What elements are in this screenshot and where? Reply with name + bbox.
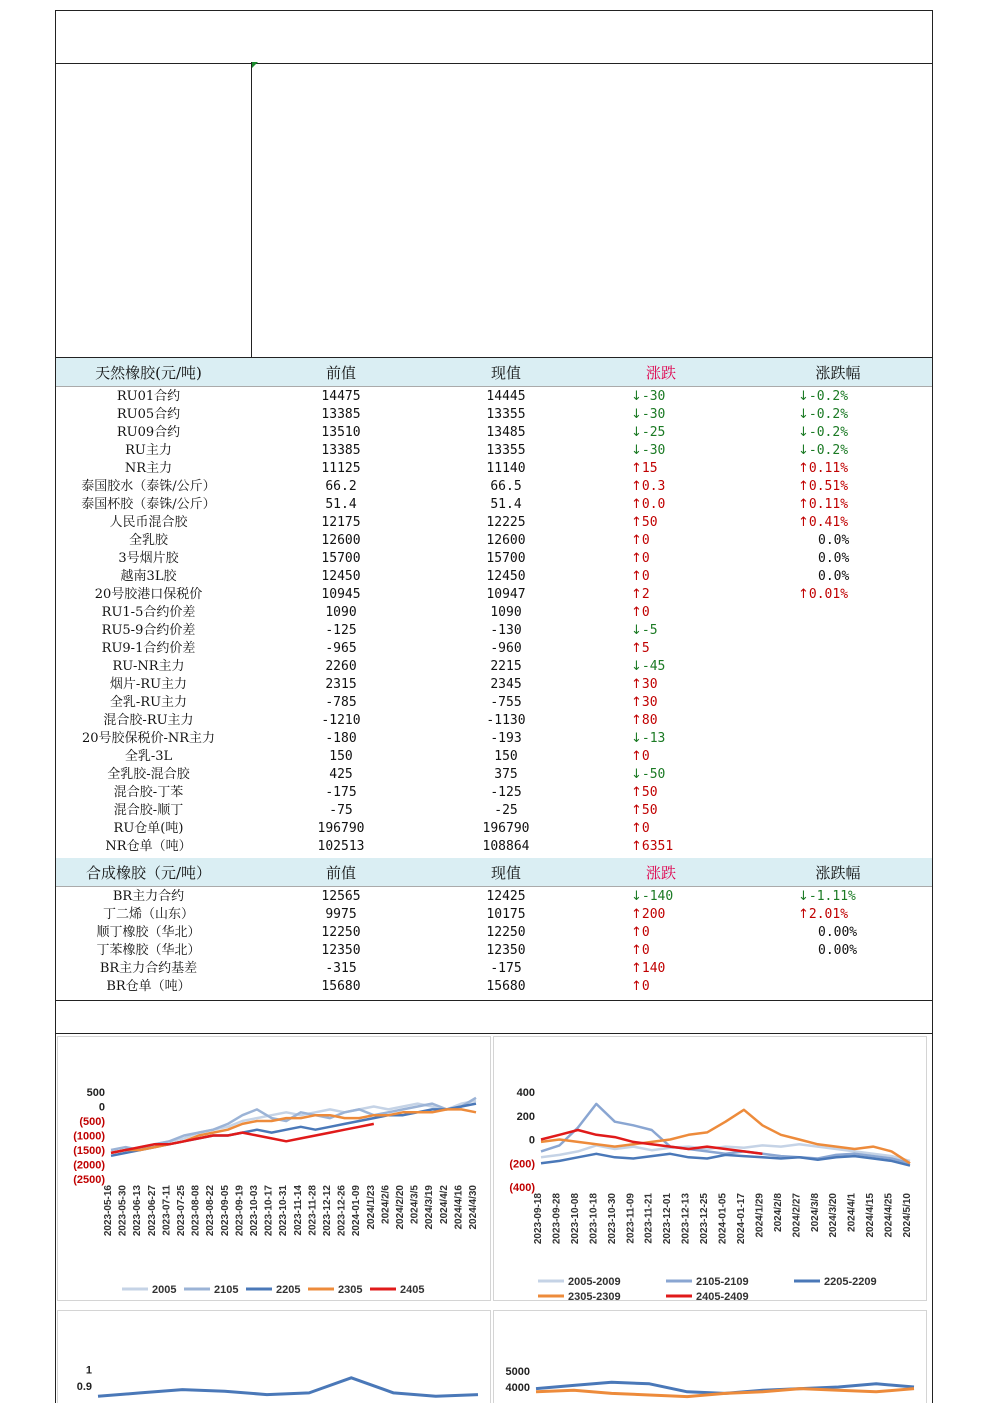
curr-value: 2215 (490, 659, 522, 674)
change-pct: ↑ 0.51% (798, 478, 878, 496)
x-tick-label: 2024/4/16 (453, 1185, 465, 1230)
table-row (56, 924, 932, 942)
x-tick-label: 2023-09-28 (551, 1193, 563, 1245)
header-cell: 现值 (490, 363, 521, 382)
x-tick-label: 2024/2/6 (380, 1185, 392, 1224)
x-tick-label: 2023-05-30 (117, 1185, 129, 1237)
header-cell: 涨跌幅 (815, 363, 861, 382)
item-name: RU5-9合约价差 (101, 623, 196, 638)
prev-value: 51.4 (325, 497, 357, 512)
y-tick-label: 400 (516, 1087, 535, 1099)
table-row (56, 640, 932, 658)
comment-label (56, 62, 252, 357)
change-value: ↑ 80 (631, 712, 681, 730)
change-value: ↓ -140 (631, 888, 681, 906)
prev-value: 9975 (325, 907, 357, 922)
table-header (56, 358, 932, 387)
table-row (56, 388, 932, 406)
item-name: NR仓单（吨） (105, 839, 192, 854)
change-value: ↑ 50 (631, 514, 681, 532)
table-row (56, 658, 932, 676)
change-value: ↑ 15 (631, 460, 681, 478)
curr-value: 12450 (486, 569, 526, 584)
item-name: 全乳-3L (124, 749, 173, 764)
curr-value: 12600 (486, 533, 526, 548)
item-name: RU09合约 (116, 425, 181, 440)
curr-value: 2345 (490, 677, 522, 692)
curr-value: -1130 (486, 713, 526, 728)
change-value: ↑ 0.0 (631, 496, 681, 514)
change-pct: ↑ 2.01% (798, 906, 878, 924)
item-name: 人民币混合胶 (109, 515, 188, 530)
change-pct: ↓ -0.2% (798, 406, 878, 424)
change-pct: 0.0% (818, 533, 850, 548)
x-tick-label: 2023-05-16 (103, 1185, 114, 1237)
table-row (56, 942, 932, 960)
table-row (56, 784, 932, 802)
chart-plot (494, 1311, 928, 1404)
item-name: RU主力 (125, 443, 172, 458)
x-tick-label: 2023-08-22 (205, 1185, 217, 1237)
y-tick-label: 0 (98, 1101, 105, 1114)
x-tick-label: 2024/5/10 (902, 1193, 913, 1238)
series-line (98, 1378, 478, 1397)
change-value: ↑ 0 (631, 748, 681, 766)
prev-value: -180 (325, 731, 357, 746)
prev-value: 10945 (321, 587, 361, 602)
prev-value: 150 (329, 749, 353, 764)
item-name: 20号胶保税价-NR主力 (81, 731, 216, 746)
x-tick-label: 2023-06-27 (146, 1185, 158, 1237)
item-name: 混合胶-RU主力 (103, 713, 194, 728)
prev-value: 12175 (321, 515, 361, 530)
table-row (56, 496, 932, 514)
x-tick-label: 2024/1/23 (365, 1185, 377, 1230)
report-title (56, 10, 932, 64)
legend-label: 2105-2109 (696, 1276, 749, 1288)
change-value: ↓ -25 (631, 424, 681, 442)
x-tick-label: 2024/4/15 (865, 1193, 877, 1238)
curr-value: -130 (490, 623, 522, 638)
item-name: 20号胶港口保税价 (94, 587, 203, 602)
prev-value: 15680 (321, 979, 361, 994)
table-row (56, 906, 932, 924)
table-row (56, 424, 932, 442)
curr-value: 196790 (482, 821, 530, 836)
change-pct: 0.0% (818, 551, 850, 566)
table-row (56, 406, 932, 424)
prev-value: 2315 (325, 677, 357, 692)
chart-ru05-09-spread (493, 1036, 927, 1301)
prev-value: 2260 (325, 659, 357, 674)
change-value: ↑ 0 (631, 550, 681, 568)
x-tick-label: 2023-10-18 (588, 1193, 600, 1245)
change-value: ↑ 0 (631, 568, 681, 586)
item-name: 全乳-RU主力 (109, 695, 188, 710)
prev-value: -965 (325, 641, 357, 656)
x-tick-label: 2023-12-13 (680, 1193, 692, 1245)
comment-section (56, 62, 932, 358)
curr-value: 375 (494, 767, 518, 782)
prev-value: -785 (325, 695, 357, 710)
y-tick-label: (2000) (73, 1159, 105, 1172)
change-pct: ↑ 0.01% (798, 586, 878, 604)
change-value: ↓ -30 (631, 388, 681, 406)
header-cell: 合成橡胶（元/吨） (85, 863, 212, 882)
table-header (56, 858, 932, 887)
x-tick-label: 2023-10-31 (278, 1185, 290, 1237)
prev-value: 13510 (321, 425, 361, 440)
item-name: 全乳胶 (128, 533, 168, 548)
x-tick-label: 2023-11-28 (307, 1185, 319, 1236)
table-row (56, 694, 932, 712)
prev-value: 14475 (321, 389, 361, 404)
item-name: 顺丁橡胶（华北） (96, 925, 201, 940)
x-tick-label: 2024-01-09 (351, 1185, 363, 1237)
table-row (56, 748, 932, 766)
table-row (56, 442, 932, 460)
x-tick-label: 2023-09-18 (533, 1193, 544, 1245)
table-row (56, 676, 932, 694)
change-pct: 0.00% (818, 943, 858, 958)
change-value: ↑ 140 (631, 960, 681, 978)
prev-value: 12450 (321, 569, 361, 584)
curr-value: 15700 (486, 551, 526, 566)
series-line (536, 1389, 914, 1397)
item-name: 混合胶-顺丁 (113, 803, 184, 818)
change-value: ↓ -45 (631, 658, 681, 676)
item-name: RU01合约 (116, 389, 181, 404)
x-tick-label: 2024/3/20 (828, 1193, 840, 1238)
change-pct: ↑ 0.41% (798, 514, 878, 532)
item-name: 泰国胶水（泰铢/公斤） (81, 479, 216, 494)
table-row (56, 514, 932, 532)
curr-value: 13485 (486, 425, 526, 440)
x-tick-label: 2023-11-09 (625, 1193, 637, 1244)
legend-label: 2405-2409 (696, 1291, 749, 1302)
y-tick-label: (2500) (73, 1174, 105, 1186)
x-tick-label: 2023-10-30 (606, 1193, 618, 1245)
table-row (56, 550, 932, 568)
prev-value: 15700 (321, 551, 361, 566)
change-value: ↑ 0 (631, 978, 681, 996)
prev-value: 12250 (321, 925, 361, 940)
x-tick-label: 2023-09-19 (234, 1185, 246, 1237)
curr-value: -193 (490, 731, 522, 746)
curr-value: -755 (490, 695, 522, 710)
item-name: 丁苯橡胶（华北） (96, 943, 201, 958)
legend-label: 2205-2209 (824, 1276, 877, 1288)
change-pct: 0.0% (818, 569, 850, 584)
legend-label: 2105 (214, 1284, 239, 1296)
change-value: ↓ -13 (631, 730, 681, 748)
series-line (541, 1154, 910, 1166)
table-row (56, 820, 932, 838)
header-cell: 前值 (325, 863, 356, 882)
change-value: ↑ 0 (631, 942, 681, 960)
chart-latex-str20-spread (493, 1310, 927, 1403)
table-row (56, 622, 932, 640)
x-tick-label: 2024/3/8 (809, 1193, 821, 1232)
x-tick-label: 2023-12-26 (336, 1185, 348, 1237)
change-value: ↑ 0 (631, 604, 681, 622)
prev-value: 12565 (321, 889, 361, 904)
prev-value: 1090 (325, 605, 357, 620)
table-row (56, 730, 932, 748)
table-footer-divider (56, 1000, 932, 1034)
x-tick-label: 2023-10-03 (249, 1185, 260, 1237)
x-tick-label: 2023-10-08 (569, 1193, 581, 1245)
curr-value: 150 (494, 749, 518, 764)
change-value: ↑ 30 (631, 676, 681, 694)
item-name: 混合胶-丁苯 (113, 785, 184, 800)
curr-value: 13355 (486, 407, 526, 422)
change-value: ↓ -30 (631, 406, 681, 424)
header-cell: 涨跌 (645, 363, 676, 382)
x-tick-label: 2024/4/2 (438, 1185, 450, 1224)
y-tick-label: 500 (86, 1087, 105, 1099)
prev-value: 102513 (317, 839, 365, 854)
x-tick-label: 2024/2/20 (395, 1185, 406, 1230)
item-name: 丁二烯（山东） (102, 907, 194, 922)
y-tick-label: 5000 (505, 1366, 530, 1378)
prev-value: -315 (325, 961, 357, 976)
curr-value: 11140 (486, 461, 526, 476)
y-tick-label: (500) (79, 1116, 105, 1128)
x-tick-label: 2023-09-05 (219, 1185, 231, 1237)
change-value: ↑ 2 (631, 586, 681, 604)
change-pct: ↑ 0.11% (798, 496, 878, 514)
item-name: RU1-5合约价差 (101, 605, 196, 620)
item-name: BR主力合约 (112, 889, 185, 904)
change-value: ↓ -50 (631, 766, 681, 784)
butadiene-rubber-paragraph (256, 98, 928, 116)
x-tick-label: 2024/2/8 (772, 1193, 784, 1232)
change-pct: ↓ -0.2% (798, 424, 878, 442)
legend-label: 2305-2309 (568, 1291, 621, 1302)
y-tick-label: 200 (516, 1110, 535, 1123)
table-row (56, 568, 932, 586)
curr-value: 66.5 (490, 479, 522, 494)
x-tick-label: 2023-07-25 (176, 1185, 187, 1237)
table-row (56, 766, 932, 784)
curr-value: 12425 (486, 889, 526, 904)
prev-value: -1210 (321, 713, 361, 728)
series-line (111, 1098, 476, 1150)
curr-value: -960 (490, 641, 522, 656)
x-tick-label: 2023-12-01 (662, 1193, 674, 1245)
legend-label: 2205 (276, 1284, 301, 1296)
prev-value: 13385 (321, 443, 361, 458)
x-tick-label: 2023-06-13 (132, 1185, 144, 1237)
curr-value: 108864 (482, 839, 530, 854)
item-name: 泰国杯胶（泰铢/公斤） (81, 497, 216, 512)
prev-value: -175 (325, 785, 357, 800)
y-tick-label: (400) (509, 1182, 535, 1194)
curr-value: 12250 (486, 925, 526, 940)
y-tick-label: 0.9 (76, 1381, 92, 1394)
curr-value: 1090 (490, 605, 522, 620)
header-cell: 天然橡胶(元/吨) (95, 363, 202, 382)
x-tick-label: 2023-07-11 (161, 1185, 173, 1236)
change-value: ↑ 200 (631, 906, 681, 924)
x-tick-label: 2023-12-12 (322, 1185, 333, 1237)
curr-value: 10947 (486, 587, 526, 602)
change-value: ↓ -30 (631, 442, 681, 460)
item-name: RU仓单(吨) (113, 821, 184, 836)
x-tick-label: 2023-12-25 (699, 1193, 711, 1245)
table-row (56, 888, 932, 906)
x-tick-label: 2024-01-17 (735, 1193, 747, 1245)
item-name: 越南3L胶 (120, 569, 177, 584)
chart-latex-ru05-spread (57, 1036, 491, 1301)
curr-value: 15680 (486, 979, 526, 994)
change-value: ↓ -5 (631, 622, 681, 640)
x-tick-label: 2024/4/25 (883, 1193, 895, 1238)
comment-text (256, 66, 928, 130)
item-name: RU05合约 (116, 407, 181, 422)
legend-label: 2005 (152, 1284, 177, 1296)
chart-plot (58, 1037, 492, 1302)
header-cell: 前值 (325, 363, 356, 382)
prev-value: 12350 (321, 943, 361, 958)
item-name: BR主力合约基差 (99, 961, 198, 976)
x-tick-label: 2024/3/5 (409, 1185, 421, 1224)
prev-value: 11125 (321, 461, 361, 476)
curr-value: 13355 (486, 443, 526, 458)
x-tick-label: 2023-10-17 (263, 1185, 275, 1237)
change-pct: ↑ 0.11% (798, 460, 878, 478)
y-tick-label: 4000 (505, 1382, 530, 1394)
x-tick-label: 2024/2/27 (791, 1193, 803, 1238)
table-row (56, 978, 932, 996)
y-tick-label: (1500) (73, 1145, 105, 1157)
chart-plot (58, 1311, 492, 1404)
prev-value: 13385 (321, 407, 361, 422)
change-value: ↑ 50 (631, 784, 681, 802)
change-value: ↑ 0 (631, 820, 681, 838)
prev-value: 196790 (317, 821, 365, 836)
change-pct: ↓ -0.2% (798, 442, 878, 460)
legend-label: 2005-2009 (568, 1276, 621, 1288)
table-row (56, 960, 932, 978)
y-tick-label: (200) (509, 1158, 535, 1171)
x-tick-label: 2024/4/30 (468, 1185, 479, 1230)
item-name: BR仓单（吨） (106, 979, 191, 994)
change-value: ↑ 6351 (631, 838, 681, 856)
y-tick-label: (1000) (73, 1130, 105, 1143)
table-row (56, 712, 932, 730)
y-tick-label: 0 (528, 1134, 535, 1147)
item-name: NR主力 (124, 461, 173, 476)
header-cell: 涨跌 (645, 863, 676, 882)
item-name: RU-NR主力 (112, 659, 185, 674)
change-pct: 0.00% (818, 925, 858, 940)
prev-value: -125 (325, 623, 357, 638)
change-value: ↑ 0.3 (631, 478, 681, 496)
legend-label: 2305 (338, 1284, 363, 1296)
x-tick-label: 2024-01-05 (717, 1193, 729, 1245)
change-pct: ↓ -0.2% (798, 388, 878, 406)
table-row (56, 532, 932, 550)
y-tick-label: 1 (85, 1364, 92, 1377)
prev-value: -75 (329, 803, 353, 818)
change-pct: ↓ -1.11% (798, 888, 878, 906)
prev-value: 425 (329, 767, 353, 782)
header-cell: 现值 (490, 863, 521, 882)
curr-value: 12225 (486, 515, 526, 530)
chart-plot (494, 1037, 928, 1302)
item-name: 烟片-RU主力 (109, 677, 188, 692)
item-name: RU9-1合约价差 (101, 641, 196, 656)
change-value: ↑ 50 (631, 802, 681, 820)
x-tick-label: 2024/4/1 (846, 1193, 858, 1232)
curr-value: 51.4 (490, 497, 522, 512)
natural-rubber-paragraph (256, 66, 928, 84)
curr-value: 12350 (486, 943, 526, 958)
change-value: ↑ 30 (631, 694, 681, 712)
item-name: 全乳胶-混合胶 (107, 767, 190, 782)
change-value: ↑ 0 (631, 532, 681, 550)
prev-value: 66.2 (325, 479, 357, 494)
prev-value: 12600 (321, 533, 361, 548)
legend-label: 2405 (400, 1284, 425, 1296)
change-value: ↑ 5 (631, 640, 681, 658)
x-tick-label: 2024/3/19 (424, 1185, 436, 1230)
header-cell: 涨跌幅 (815, 863, 861, 882)
table-row (56, 478, 932, 496)
x-tick-label: 2023-11-14 (292, 1185, 304, 1236)
chart-latex-dry-ratio (57, 1310, 491, 1403)
change-value: ↑ 0 (631, 924, 681, 942)
curr-value: 10175 (486, 907, 526, 922)
curr-value: -25 (494, 803, 518, 818)
curr-value: 14445 (486, 389, 526, 404)
curr-value: -175 (490, 961, 522, 976)
item-name: 3号烟片胶 (118, 551, 179, 566)
x-tick-label: 2023-08-08 (190, 1185, 202, 1237)
x-tick-label: 2024/1/29 (754, 1193, 766, 1238)
table-row (56, 586, 932, 604)
curr-value: -125 (490, 785, 522, 800)
table-row (56, 802, 932, 820)
table-row (56, 838, 932, 856)
table-row (56, 460, 932, 478)
table-row (56, 604, 932, 622)
x-tick-label: 2023-11-21 (643, 1193, 655, 1244)
